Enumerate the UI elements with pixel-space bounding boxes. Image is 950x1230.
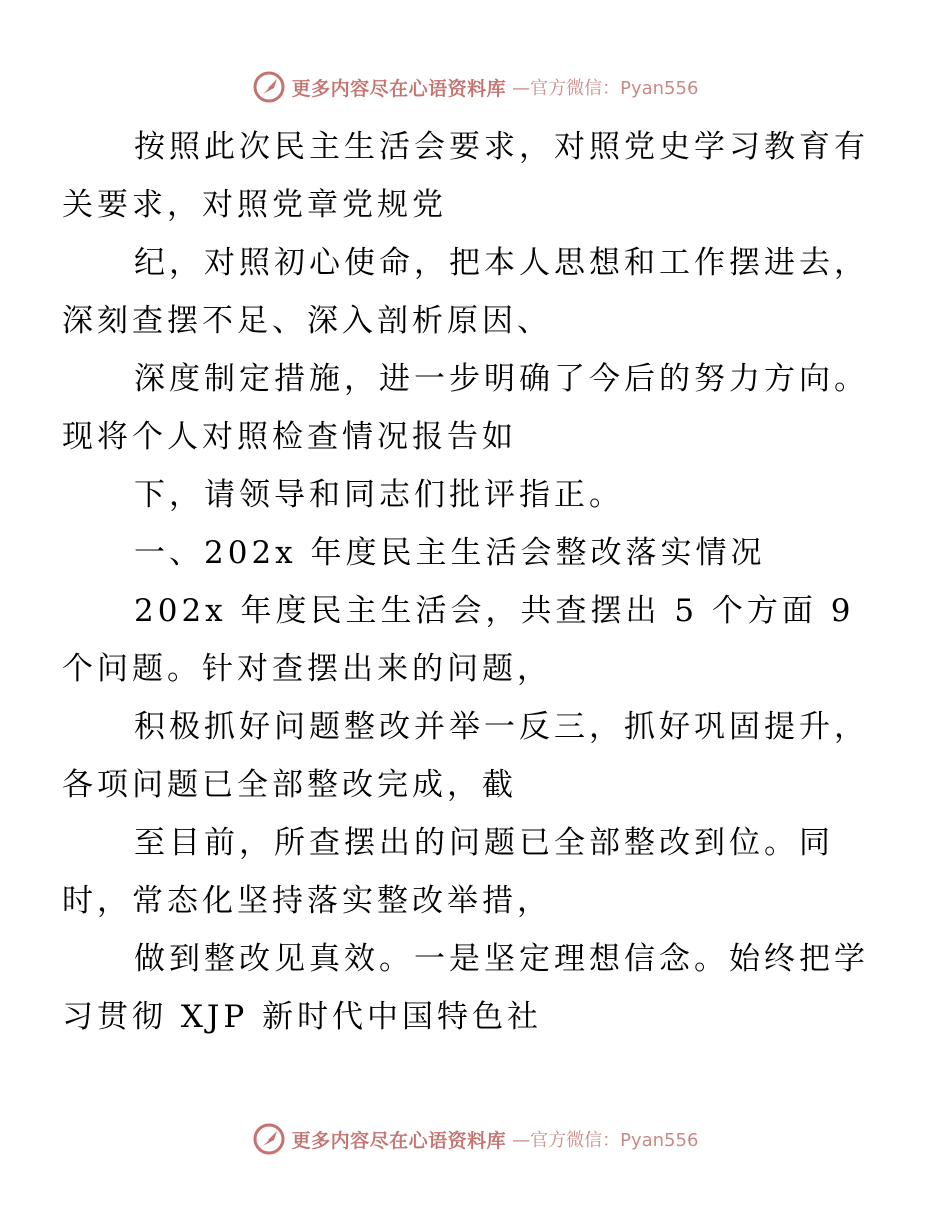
paragraph: 至目前，所查摆出的问题已全部整改到位。同 时，常态化坚持落实整改举措， [62,825,834,919]
paragraph: 积极抓好问题整改并举一反三，抓好巩固提升， 各项问题已全部整改完成，截 [62,709,869,803]
watermark-sub-text: —官方微信：Pyan556 [512,78,699,99]
paragraph: 202x 年度民主生活会，共查摆出 5 个方面 9 个问题。针对查摆出来的问题， [62,593,855,687]
quill-logo-icon [252,70,286,104]
watermark-main-text: 更多内容尽在心语资料库 [291,1129,507,1152]
document-body [62,118,869,1046]
paragraph: 按照此次民主生活会要求，对照党史学习教育有 关要求，对照党章党规党 [62,129,869,223]
paragraph: 深度制定措施，进一步明确了今后的努力方向。 现将个人对照检查情况报告如 [62,361,869,455]
paragraph: 纪，对照初心使命，把本人思想和工作摆进去， 深刻查摆不足、深入剖析原因、 [62,245,869,339]
header-watermark [0,70,950,104]
paragraph: 做到整改见真效。一是坚定理想信念。始终把学 习贯彻 XJP 新时代中国特色社 [62,941,869,1035]
paragraph: 下，请领导和同志们批评指正。 [134,477,624,513]
section-heading: 一、202x 年度民主生活会整改落实情况 [134,535,766,571]
quill-logo-icon [252,1122,286,1156]
watermark-sub-text: —官方微信：Pyan556 [512,1130,699,1151]
footer-watermark [0,1122,950,1156]
watermark-main-text: 更多内容尽在心语资料库 [291,77,507,100]
